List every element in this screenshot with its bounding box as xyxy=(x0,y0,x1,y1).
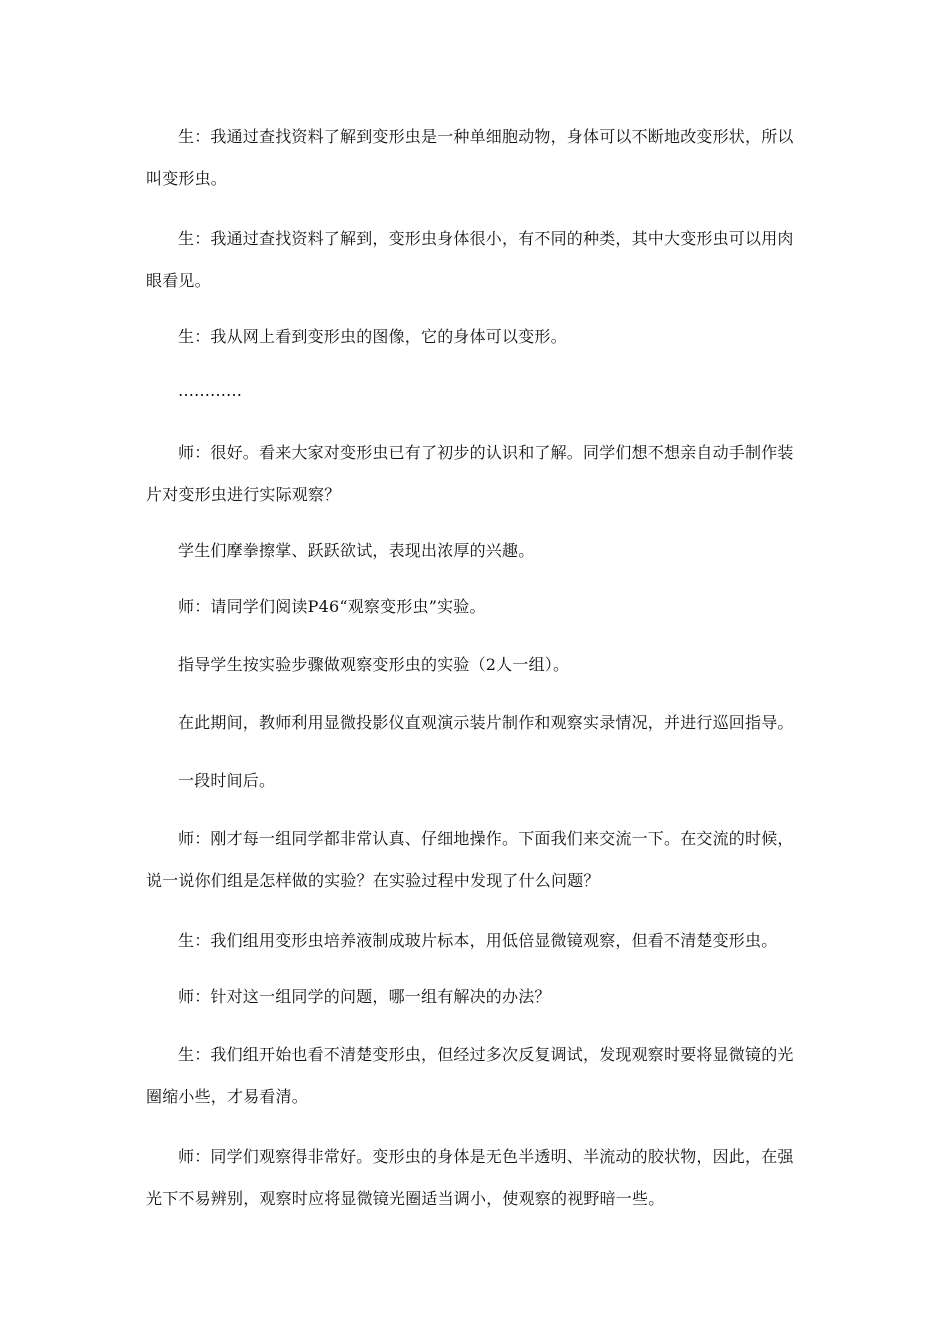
paragraph-8-text: 指导学生按实验步骤做观察变形虫的实验（2人一组）。 xyxy=(178,655,570,674)
paragraph-3 xyxy=(146,316,806,358)
paragraph-11-text: 师：刚才每一组同学都非常认真、仔细地操作。下面我们来交流一下。在交流的时候，说一说你们组是怎样做的实验？在实验过程中发现了什么问题？ xyxy=(146,829,794,890)
paragraph-14-text: 生：我们组开始也看不清楚变形虫，但经过多次反复调试，发现观察时要将显微镜的光圈缩小些，才易看清。 xyxy=(146,1045,794,1106)
paragraph-15 xyxy=(146,1136,806,1220)
paragraph-6-text: 学生们摩拳擦掌、跃跃欲试，表现出浓厚的兴趣。 xyxy=(178,541,535,560)
paragraph-15-text: 师：同学们观察得非常好。变形虫的身体是无色半透明、半流动的胶状物，因此，在强光下不易辨别，观察时应将显微镜光圈适当调小，使观察的视野暗一些。 xyxy=(146,1147,794,1208)
paragraph-9-text: 在此期间，教师利用显微投影仪直观演示装片制作和观察实录情况，并进行巡回指导。 xyxy=(178,713,794,732)
paragraph-5-text: 师：很好。看来大家对变形虫已有了初步的认识和了解。同学们想不想亲自动手制作装片对变形虫进行实际观察？ xyxy=(146,443,794,504)
paragraph-14 xyxy=(146,1034,806,1118)
ellipsis-line xyxy=(146,370,806,412)
paragraph-13 xyxy=(146,976,806,1018)
paragraph-3-text: 生：我从网上看到变形虫的图像，它的身体可以变形。 xyxy=(178,327,567,346)
paragraph-1 xyxy=(146,116,806,200)
paragraph-12-text: 生：我们组用变形虫培养液制成玻片标本，用低倍显微镜观察，但看不清楚变形虫。 xyxy=(178,931,778,950)
paragraph-12 xyxy=(146,920,806,962)
paragraph-11 xyxy=(146,818,806,902)
paragraph-7 xyxy=(146,586,806,628)
paragraph-5 xyxy=(146,432,806,516)
paragraph-6 xyxy=(146,530,806,572)
paragraph-1-text: 生：我通过查找资料了解到变形虫是一种单细胞动物，身体可以不断地改变形状，所以叫变形虫。 xyxy=(146,127,794,188)
paragraph-10 xyxy=(146,760,806,802)
paragraph-10-text: 一段时间后。 xyxy=(178,771,276,790)
ellipsis-text: ………… xyxy=(178,381,242,400)
paragraph-2-text: 生：我通过查找资料了解到，变形虫身体很小，有不同的种类，其中大变形虫可以用肉眼看见。 xyxy=(146,229,794,290)
paragraph-9 xyxy=(146,702,806,744)
paragraph-2 xyxy=(146,218,806,302)
paragraph-8 xyxy=(146,644,806,686)
paragraph-7-text: 师：请同学们阅读P46“观察变形虫”实验。 xyxy=(178,597,486,616)
paragraph-13-text: 师：针对这一组同学的问题，哪一组有解决的办法？ xyxy=(178,987,551,1006)
